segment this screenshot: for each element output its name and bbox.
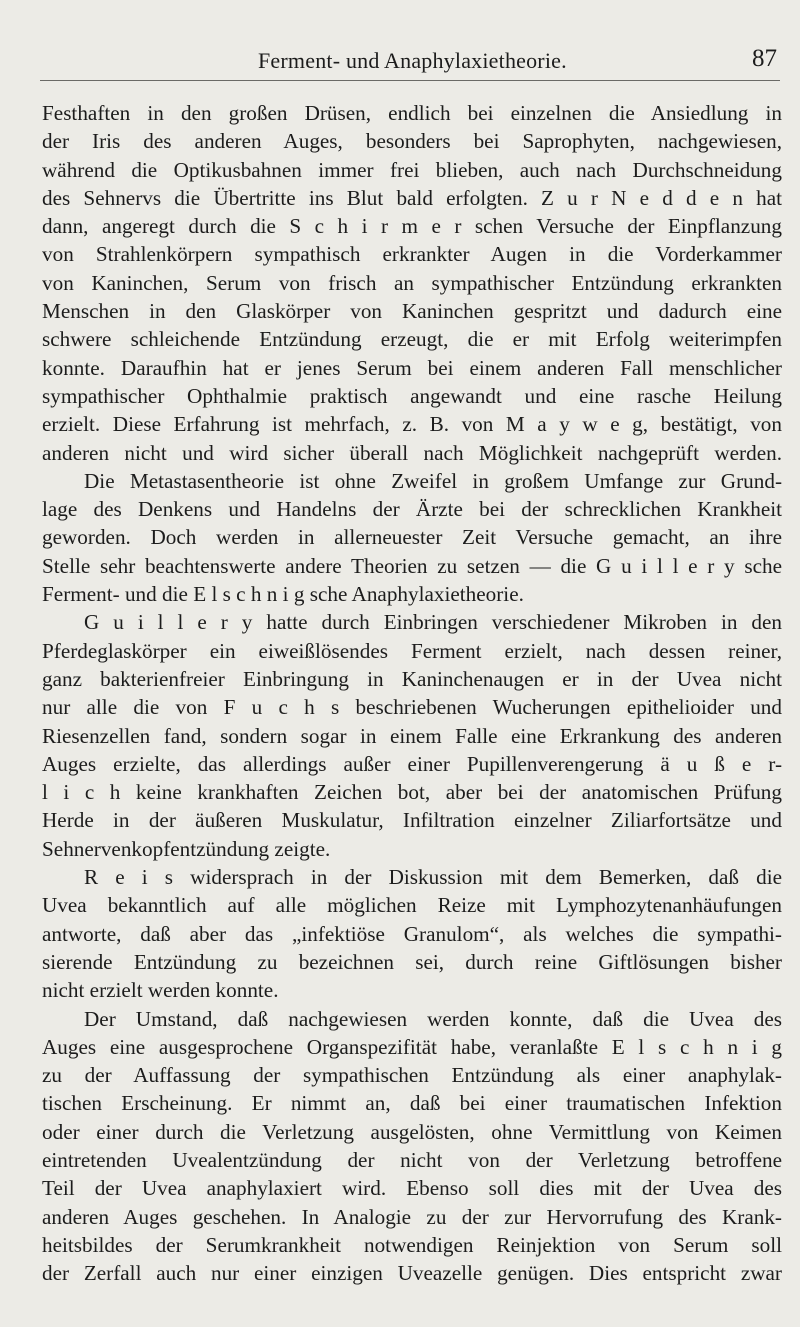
text-line: Auges erzielte, das allerdings außer einer Pupillenverengerung ä u ß e r- [42, 751, 782, 776]
text-line: oder einer durch die Verletzung ausgelösten, ohne Vermittlung von Keimen [42, 1119, 782, 1144]
running-title: Ferment- und Anaphylaxietheorie. [258, 48, 567, 73]
text-line: Uvea bekanntlich auf alle möglichen Reize mit Lymphozytenanhäufungen [42, 893, 782, 918]
text-line: schwere schleichende Entzündung erzeugt, die er mit Erfolg weiterimpfen [42, 327, 782, 352]
text-line: anderen Auges geschehen. In Analogie zu der zur Hervorrufung des Krank- [42, 1204, 782, 1229]
text-line: Teil der Uvea anaphylaxiert wird. Ebenso soll dies mit der Uvea des [42, 1176, 782, 1201]
text-line: Riesenzellen fand, sondern sogar in einem Falle eine Erkrankung des anderen [42, 723, 782, 748]
text-line: nicht erzielt werden konnte. [42, 978, 279, 1003]
text-line: der Iris des anderen Auges, besonders bei Saprophyten, nachgewiesen, [42, 129, 782, 154]
text-line: Stelle sehr beachtenswerte andere Theorien zu setzen — die G u i l l e r y sche [42, 553, 782, 578]
text-line: R e i s widersprach in der Diskussion mit dem Bemerken, daß die [84, 865, 782, 890]
text-line: ganz bakterienfreier Einbringung in Kaninchenaugen er in der Uvea nicht [42, 666, 782, 691]
body-text [42, 99, 782, 1287]
text-line: Die Metastasentheorie ist ohne Zweifel in großem Umfange zur Grund- [84, 468, 782, 493]
text-line: während die Optikusbahnen immer frei blieben, auch nach Durchschneidung [42, 157, 782, 182]
text-line: Ferment- und die E l s c h n i g sche Anaphylaxietheorie. [42, 582, 524, 607]
text-line: eintretenden Uvealentzündung der nicht von der Verletzung betroffene [42, 1147, 782, 1172]
text-line: heitsbildes der Serumkrankheit notwendigen Reinjektion von Serum soll [42, 1232, 782, 1257]
text-line: tischen Erscheinung. Er nimmt an, daß bei einer traumatischen Infektion [42, 1091, 782, 1116]
text-line: zu der Auffassung der sympathischen Entzündung als einer anaphylak- [42, 1063, 782, 1088]
text-line: konnte. Daraufhin hat er jenes Serum bei einem anderen Fall menschlicher [42, 355, 782, 380]
text-line: von Strahlenkörpern sympathisch erkrankter Augen in die Vorderkammer [42, 242, 782, 267]
text-line: Festhaften in den großen Drüsen, endlich bei einzelnen die Ansiedlung in [42, 101, 782, 125]
text-line: des Sehnervs die Übertritte ins Blut bald erfolgten. Z u r N e d d e n hat [42, 185, 782, 210]
text-line: sierende Entzündung zu bezeichnen sei, durch reine Giftlösungen bisher [42, 949, 782, 974]
text-line: dann, angeregt durch die S c h i r m e r schen Versuche der Einpflanzung [42, 214, 782, 239]
text-line: Pferdeglaskörper ein eiweißlösendes Ferment erzielt, nach dessen reiner, [42, 638, 782, 663]
text-line: der Zerfall auch nur einer einzigen Uveazelle genügen. Dies entspricht zwar [42, 1261, 782, 1286]
text-line: l i c h keine krankhaften Zeichen bot, aber bei der anatomischen Prüfung [42, 780, 782, 805]
text-line: Menschen in den Glaskörper von Kaninchen gespritzt und dadurch eine [42, 299, 782, 324]
text-line: geworden. Doch werden in allerneuester Zeit Versuche gemacht, an ihre [42, 525, 782, 550]
text-line: Herde in der äußeren Muskulatur, Infiltration einzelner Ziliarfortsätze und [42, 808, 782, 833]
text-line: erzielt. Diese Erfahrung ist mehrfach, z. B. von M a y w e g, bestätigt, von [42, 412, 782, 437]
text-line: anderen nicht und wird sicher überall nach Möglichkeit nachgeprüft werden. [42, 440, 782, 465]
text-line: von Kaninchen, Serum von frisch an sympathischer Entzündung erkrankten [42, 270, 782, 295]
text-line: Sehnervenkopfentzündung zeigte. [42, 836, 331, 861]
header-rule [40, 80, 780, 81]
text-line: antworte, daß aber das „infektiöse Granulom“, als welches die sympathi- [42, 921, 782, 946]
text-line: sympathischer Ophthalmie praktisch angewandt und eine rasche Heilung [42, 383, 782, 408]
text-line: Auges eine ausgesprochene Organspezifität habe, veranlaßte E l s c h n i g [42, 1034, 782, 1059]
text-line: Der Umstand, daß nachgewiesen werden konnte, daß die Uvea des [84, 1006, 782, 1031]
text-line: lage des Denkens und Handelns der Ärzte bei der schrecklichen Krankheit [42, 497, 782, 522]
text-line: G u i l l e r y hatte durch Einbringen verschiedener Mikroben in den [84, 610, 782, 635]
text-line: nur alle die von F u c h s beschriebenen Wucherungen epithelioider und [42, 695, 782, 720]
page-number: 87 [752, 45, 777, 72]
